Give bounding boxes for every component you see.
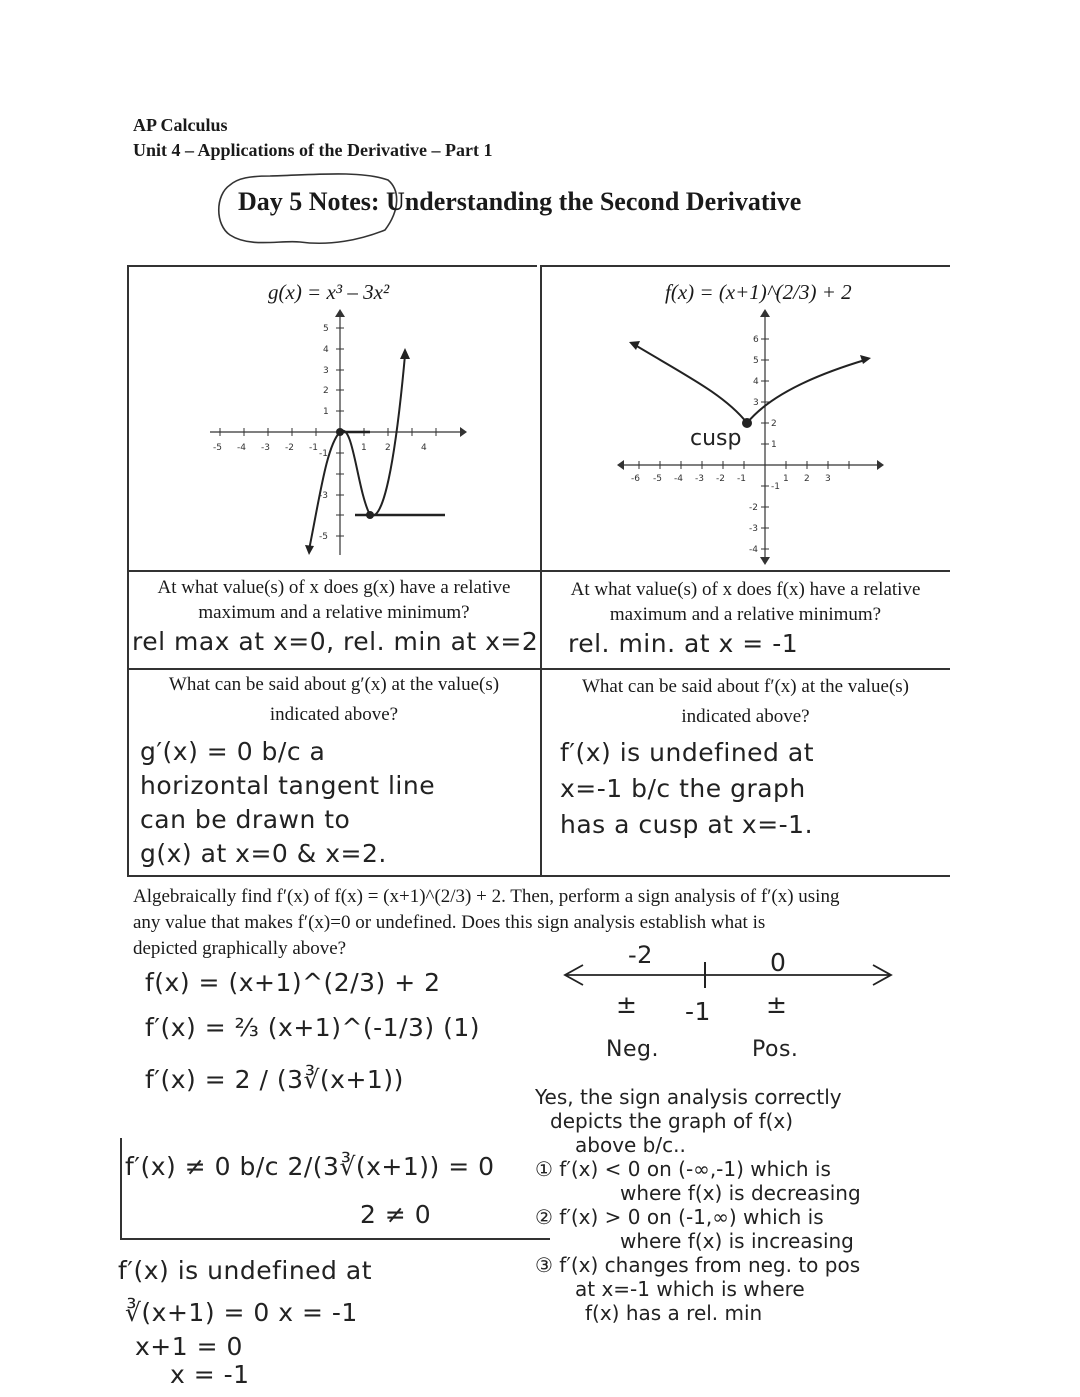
f-ytick-9: -4 (749, 545, 758, 555)
g-tick-labels (213, 324, 427, 542)
work-line-5: 2 ≠ 0 (360, 1200, 432, 1229)
f-y-axis-arrow (760, 309, 770, 317)
sign-label-pos: Pos. (752, 1037, 799, 1062)
algebra-prompt-line2: any value that makes f′(x)=0 or undefined. Does this sign analysis establish what is (133, 912, 766, 933)
g-xtick-0: -5 (213, 443, 222, 453)
work-line-8: x+1 = 0 (135, 1332, 243, 1361)
f-ytick-4: 2 (771, 419, 777, 429)
g-q1-line2: maximum and a relative minimum? (198, 602, 470, 623)
f-ytick-3: 3 (753, 398, 759, 408)
f-q2-line2: indicated above? (681, 706, 810, 727)
graph-f (615, 305, 890, 570)
g-ytick-0: 5 (323, 324, 329, 334)
conclusion-line-6: ② f′(x) > 0 on (-1,∞) which is (535, 1205, 824, 1229)
g-a2-line3: can be drawn to (140, 805, 351, 834)
g-ytick-5: -1 (319, 449, 328, 459)
f-ytick-2: 4 (753, 377, 759, 387)
f-a2-line3: has a cusp at x=-1. (560, 810, 814, 839)
g-xtick-7: 4 (421, 443, 427, 453)
f-question1 (543, 577, 948, 627)
f-xtick-1: -5 (653, 474, 662, 484)
f-ytick-7: -2 (749, 503, 758, 513)
course-title: AP Calculus (133, 115, 228, 135)
g-answer2 (140, 735, 435, 871)
conclusion-line-4: ① f′(x) < 0 on (-∞,-1) which is (535, 1157, 831, 1181)
algebra-prompt-line3: depicted graphically above? (133, 938, 347, 959)
g-q2-line1: What can be said about g′(x) at the value(s) (168, 674, 500, 695)
f-a2-line2: x=-1 b/c the graph (560, 774, 806, 803)
work-box-left (120, 1138, 122, 1238)
f-cusp-label: cusp (690, 426, 742, 451)
g-answer1: rel max at x=0, rel. min at x=2 (132, 627, 539, 656)
f-q2-line1: What can be said about f′(x) at the value(s) (581, 676, 910, 697)
g-y-axis-arrow (335, 309, 345, 317)
work-line-9: x = -1 (170, 1360, 250, 1389)
f-q1-line2: maximum and a relative minimum? (609, 604, 882, 625)
f-xtick-5: -1 (737, 474, 746, 484)
work-line-4: f′(x) ≠ 0 b/c 2/(3∛(x+1)) = 0 (125, 1152, 495, 1181)
g-curve-arrow-down (305, 545, 314, 555)
graph-g (205, 305, 475, 565)
f-cusp-point (742, 418, 752, 428)
frame-graph-bottom (127, 570, 950, 572)
g-x-axis-arrow (460, 427, 467, 437)
g-q1-line1: At what value(s) of x does g(x) have a relative (157, 577, 511, 598)
sign-mark: -1 (685, 997, 711, 1026)
unit-title: Unit 4 – Applications of the Derivative – Part 1 (133, 140, 493, 160)
conclusion-line-10: f(x) has a rel. min (585, 1301, 763, 1325)
conclusion (535, 1085, 1005, 1325)
g-xtick-2: -3 (261, 443, 270, 453)
f-question2 (543, 674, 948, 729)
sign-number-line (555, 950, 905, 1000)
g-question2 (130, 672, 538, 727)
g-xtick-5: 1 (361, 443, 367, 453)
algebra-prompt-line1: Algebraically find f′(x) of f(x) = (x+1)^(2/3) + 2. Then, perform a sign analysis of f′(x) using (133, 886, 840, 907)
conclusion-line-7: where f(x) is increasing (620, 1229, 854, 1253)
conclusion-line-5: where f(x) is decreasing (620, 1181, 861, 1205)
f-y-axis-arrow-down (760, 557, 770, 565)
g-curve-arrow-up (400, 348, 410, 359)
work-line-3: f′(x) = 2 / (3∛(x+1)) (145, 1065, 404, 1094)
f-answer2 (560, 735, 814, 843)
work-box-bottom (120, 1238, 550, 1240)
sign-right: ± (766, 990, 788, 1019)
work-line-6: f′(x) is undefined at (118, 1256, 372, 1285)
g-xtick-6: 2 (385, 443, 391, 453)
sign-test-left: -2 (628, 941, 653, 969)
f-ticks (639, 339, 849, 549)
g-a2-line4: g(x) at x=0 & x=2. (140, 839, 387, 868)
g-ytick-7: -5 (319, 532, 328, 542)
g-max-point (336, 428, 344, 436)
page-title: Day 5 Notes: Understanding the Second Derivative (238, 187, 802, 216)
g-ytick-4: 1 (323, 407, 329, 417)
f-ytick-0: 6 (753, 335, 759, 345)
sign-label-neg: Neg. (606, 1037, 659, 1062)
conclusion-line-9: at x=-1 which is where (575, 1277, 805, 1301)
g-min-point (366, 511, 374, 519)
f-answer1: rel. min. at x = -1 (568, 629, 799, 658)
frame-q2-top (127, 668, 950, 670)
g-xtick-1: -4 (237, 443, 246, 453)
work-line-7: ∛(x+1) = 0 x = -1 (125, 1298, 358, 1327)
g-xtick-4: -1 (309, 443, 318, 453)
f-xtick-8: 3 (825, 474, 831, 484)
g-ytick-3: 2 (323, 386, 329, 396)
conclusion-line-8: ③ f′(x) changes from neg. to pos (535, 1253, 861, 1277)
frame-top-right (540, 265, 950, 267)
f-curve (635, 345, 865, 423)
g-function-label: g(x) = x³ – 3x² (268, 280, 390, 304)
g-ytick-1: 4 (323, 345, 329, 355)
f-function-label: f(x) = (x+1)^(2/3) + 2 (665, 280, 852, 304)
sign-test-right: 0 (770, 948, 787, 977)
g-a2-line2: horizontal tangent line (140, 771, 436, 800)
sign-left: ± (616, 990, 638, 1019)
f-xtick-7: 2 (804, 474, 810, 484)
f-q1-line1: At what value(s) of x does f(x) have a relative (570, 579, 921, 600)
f-xtick-3: -3 (695, 474, 704, 484)
frame-bottom (127, 875, 950, 877)
f-x-axis-arrow (877, 460, 884, 470)
conclusion-line-1: Yes, the sign analysis correctly (535, 1085, 842, 1109)
f-xtick-2: -4 (674, 474, 683, 484)
g-question1 (130, 575, 538, 625)
g-xtick-3: -2 (285, 443, 294, 453)
f-xtick-0: -6 (631, 474, 640, 484)
work-line-1: f(x) = (x+1)^(2/3) + 2 (145, 968, 441, 997)
g-ytick-2: 3 (323, 366, 329, 376)
f-ytick-5: 1 (771, 440, 777, 450)
work-line-2: f′(x) = ⅔ (x+1)^(-1/3) (1) (145, 1013, 481, 1042)
conclusion-line-3: above b/c.. (575, 1133, 686, 1157)
f-ytick-8: -3 (749, 524, 758, 534)
f-xtick-4: -2 (716, 474, 725, 484)
f-ytick-6: -1 (771, 482, 780, 492)
frame-top-left (127, 265, 537, 267)
f-xtick-6: 1 (783, 474, 789, 484)
g-ytick-6: -3 (319, 491, 328, 501)
g-a2-line1: g′(x) = 0 b/c a (140, 737, 326, 766)
g-q2-line2: indicated above? (269, 704, 399, 725)
conclusion-line-2: depicts the graph of f(x) (550, 1109, 794, 1133)
f-x-axis-arrow-left (617, 460, 624, 470)
f-curve-arrow-left (629, 341, 640, 350)
f-curve-arrow-right (860, 355, 871, 364)
f-ytick-1: 5 (753, 356, 759, 366)
f-a2-line1: f′(x) is undefined at (560, 738, 814, 767)
